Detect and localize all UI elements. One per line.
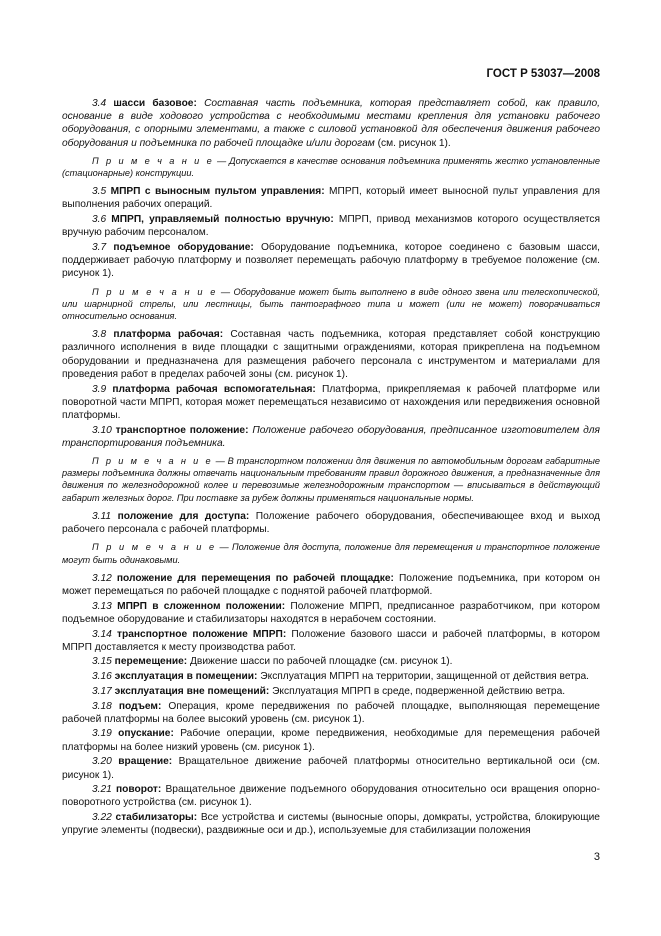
note-3-4 xyxy=(62,155,600,179)
term-entry-3-6 xyxy=(62,213,600,239)
term-number: 3.21 xyxy=(92,784,112,796)
term-name: подъем: xyxy=(118,700,162,712)
term-number: 3.10 xyxy=(92,424,112,436)
term-name: эксплуатация вне помещений: xyxy=(114,685,270,697)
term-definition: Рабочие операции, кроме передвижения, необходимые для перемещения рабочей платформы на более низкий уровень (см. рисунок 1). xyxy=(62,728,600,753)
page-number: 3 xyxy=(593,851,600,863)
note-text: — Допускается в качестве основания подъемника применять жестко установленные (стационарные) конструкции. xyxy=(62,155,601,179)
note-3-10 xyxy=(62,455,600,504)
term-number: 3.8 xyxy=(92,329,107,341)
term-entry-3-16 xyxy=(62,670,600,683)
term-definition: Вращательное движение рабочей платформы относительно вертикальной оси (см. рисунок 1). xyxy=(62,756,600,781)
term-name: положение для перемещения по рабочей площадке: xyxy=(116,572,394,584)
term-definition: Операция, кроме передвижения по рабочей площадке, выполняющая перемещение рабочей платформы на более высокий уровень (см. рисунок 1). xyxy=(62,700,600,725)
term-definition: Эксплуатация МПРП в среде, подверженной действию ветра. xyxy=(272,685,566,697)
term-name: транспортное положение: xyxy=(115,424,249,436)
term-entry-3-21 xyxy=(62,783,600,809)
term-definition: Вращательное движение подъемного оборудования относительно оси вращения опорно-поворотного устройства (см. рисунок 1). xyxy=(62,784,600,809)
term-name: стабилизаторы: xyxy=(115,812,198,824)
term-name: положение для доступа: xyxy=(117,510,250,522)
term-number: 3.20 xyxy=(92,756,112,768)
term-entry-3-13 xyxy=(62,600,600,626)
term-number: 3.17 xyxy=(92,685,112,697)
term-entry-3-22 xyxy=(62,811,600,837)
term-number: 3.14 xyxy=(92,628,112,640)
term-number: 3.11 xyxy=(92,510,112,522)
term-entry-3-11 xyxy=(62,510,600,536)
document-body xyxy=(62,97,600,839)
note-label: П р и м е ч а н и е xyxy=(92,542,217,553)
term-definition: Положение рабочего оборудования, обеспечивающее вход и выход рабочего персонала с рабочей платформы. xyxy=(62,510,600,536)
term-name: МПРП с выносным пультом управления: xyxy=(110,186,325,198)
term-name: поворот: xyxy=(116,784,162,796)
term-entry-3-7 xyxy=(62,241,600,281)
term-entry-3-4 xyxy=(62,97,600,150)
note-3-7 xyxy=(62,286,600,323)
term-name: вращение: xyxy=(118,756,173,768)
term-number: 3.22 xyxy=(92,812,112,824)
term-number: 3.12 xyxy=(92,572,112,584)
term-definition: Положение МПРП, предписанное разработчиком, при котором подъемное оборудование и стабилизаторы находятся в нерабочем состоянии. xyxy=(62,600,600,625)
term-definition: Составная часть подъемника, которая представляет собой, как правило, основание в виде ходового устройства с необходимыми местами крепления для установки рабочего оборудования, с опорными элементами, а также с силовой установкой для обеспечения движения рабочего оборудования и подъемника по рабочей площадке и/или дорогам xyxy=(62,98,600,149)
term-number: 3.15 xyxy=(92,656,112,668)
term-name: транспортное положение МПРП: xyxy=(117,628,287,640)
term-name: подъемное оборудование: xyxy=(113,242,254,254)
note-text: — Положение для доступа, положение для перемещения и транспортное положение могут быть одинаковыми. xyxy=(62,542,600,565)
term-entry-3-8 xyxy=(62,328,600,381)
document-header: ГОСТ Р 53037—2008 xyxy=(486,68,600,80)
term-definition: Все устройства и системы (выносные опоры, домкраты, устройства, блокирующие упругие элементы (подвески), раздвижные оси и др.), используемые для стабилизации положения xyxy=(62,812,600,837)
term-entry-3-19 xyxy=(62,727,600,753)
term-entry-3-18 xyxy=(62,700,600,726)
note-3-11 xyxy=(62,541,600,565)
term-number: 3.18 xyxy=(92,700,112,712)
term-definition: Движение шасси по рабочей площадке (см. рисунок 1). xyxy=(190,656,453,668)
term-number: 3.7 xyxy=(92,242,107,254)
term-entry-3-10 xyxy=(62,424,600,450)
term-entry-3-15 xyxy=(62,655,600,668)
term-name: перемещение: xyxy=(114,656,188,668)
term-entry-3-17 xyxy=(62,685,600,698)
term-definition: МПРП, который имеет выносной пульт управления для выполнения рабочих операций. xyxy=(62,186,600,211)
term-name: платформа рабочая вспомогательная: xyxy=(112,383,316,395)
note-text: — Оборудование может быть выполнено в виде одного звена или телескопической, или шарнирной стрелы, или лестницы, быть пантографного типа и может (или не может) поворачиваться относительно основания. xyxy=(62,286,600,322)
term-definition: Положение рабочего оборудования, предписанное изготовителем для транспортирования подъемника. xyxy=(62,424,600,449)
figure-reference: (см. рисунок 1). xyxy=(377,137,451,149)
term-entry-3-20 xyxy=(62,755,600,781)
term-definition: Платформа, прикрепляемая к рабочей платформе или поворотной части МПРП, которая может перемещаться независимо от нахождения или передвижения основной платформы. xyxy=(62,383,600,421)
term-number: 3.4 xyxy=(92,98,107,109)
term-name: МПРП в сложенном положении: xyxy=(117,600,286,612)
term-number: 3.5 xyxy=(92,186,107,198)
term-entry-3-12 xyxy=(62,572,600,598)
term-number: 3.9 xyxy=(92,383,107,395)
term-entry-3-5 xyxy=(62,185,600,211)
term-number: 3.6 xyxy=(92,214,107,226)
note-label: П р и м е ч а н и е xyxy=(92,286,218,297)
term-name: опускание: xyxy=(118,728,174,740)
note-text: — В транспортном положении для движения по автомобильным дорогам габаритные размеры подъемника должны отвечать национальным требованиям правил дорожного движения, а предназначенные для движения по железнодорожной колее и перевозимые железнодорожным транспортом — вписываться в действующий габарит железных дорог. При поставке за рубеж должны применяться национальные нормы. xyxy=(62,456,601,503)
term-definition: Оборудование подъемника, которое соединено с базовым шасси, поддерживает рабочую платформу и позволяет перемещать рабочую платформу в требуемое положение (см. рисунок 1). xyxy=(62,242,600,280)
term-name: шасси базовое: xyxy=(113,98,197,109)
term-definition: Положение подъемника, при котором он может перемещаться по рабочей площадке с поднятой рабочей платформой. xyxy=(62,572,600,597)
term-number: 3.13 xyxy=(92,600,112,612)
term-number: 3.19 xyxy=(92,728,112,740)
term-definition: Положение базового шасси и рабочей платформы, в котором МПРП доставляется к месту производства работ. xyxy=(62,628,600,653)
term-name: эксплуатация в помещении: xyxy=(114,671,258,683)
term-definition: Эксплуатация МПРП на территории, защищенной от действия ветра. xyxy=(260,671,589,683)
term-definition: Составная часть подъемника, которая представляет собой конструкцию различного исполнения в виде площадки с защитными ограждениями, которая прикреплена на подъемном оборудовании и предназначена для размещения рабочего персонала с инструментом и материалами для проведения работ в пределах рабочей зоны (см. рисунок 1). xyxy=(62,329,600,380)
term-number: 3.16 xyxy=(92,671,112,683)
term-definition: МПРП, привод механизмов которого осуществляется вручную рабочим персоналом. xyxy=(62,214,600,239)
note-label: П р и м е ч а н и е xyxy=(92,456,213,467)
term-name: МПРП, управляемый полностью вручную: xyxy=(111,214,334,226)
term-entry-3-9 xyxy=(62,383,600,423)
note-label: П р и м е ч а н и е xyxy=(92,155,214,166)
term-entry-3-14 xyxy=(62,628,600,654)
term-name: платформа рабочая: xyxy=(113,329,224,341)
